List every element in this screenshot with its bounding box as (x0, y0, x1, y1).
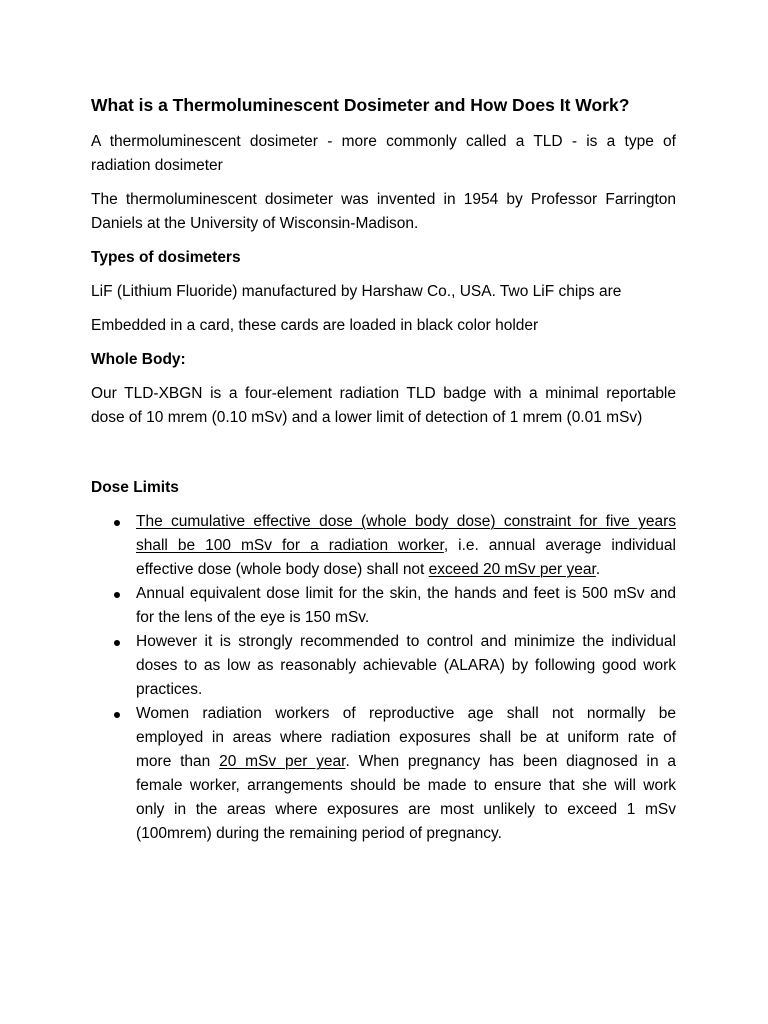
text-line: practices. (136, 681, 203, 698)
bullet-item (91, 630, 676, 702)
underlined-text: 20 mSv per year (219, 753, 346, 770)
text-line: Women radiation workers of reproductive age shall not normally be (136, 705, 676, 722)
text-segment: effective dose (whole body dose) shall not (136, 561, 429, 578)
bullet-item (91, 510, 676, 582)
bullet-text (136, 510, 676, 582)
bullet-icon (114, 520, 120, 526)
blank-line (91, 440, 676, 466)
bullet-item (91, 582, 676, 630)
dose-limits-heading: Dose Limits (91, 479, 179, 496)
bullet-text (136, 582, 676, 630)
text-line: only in the areas where exposures are most unlikely to exceed 1 mSv (136, 801, 676, 818)
text-line (136, 750, 676, 774)
text-line: (100mrem) during the remaining period of pregnancy. (136, 825, 502, 842)
bullet-text (136, 630, 676, 702)
text-line: doses to as low as reasonably achievable (ALARA) by following good work (136, 657, 676, 674)
bullet-icon (114, 712, 120, 718)
text-line: Our TLD-XBGN is a four-element radiation TLD badge with a minimal reportable (91, 385, 676, 402)
text-line (136, 534, 676, 558)
bullet-icon (114, 592, 120, 598)
text-line: The thermoluminescent dosimeter was invented in 1954 by Professor Farrington (91, 191, 676, 208)
text-line (136, 558, 676, 582)
text-segment: . (595, 561, 601, 578)
types-paragraph (91, 314, 676, 338)
text-line: LiF (Lithium Fluoride) manufactured by Harshaw Co., USA. Two LiF chips are (91, 283, 622, 300)
dose-limits-list (91, 510, 676, 846)
bullet-text (136, 702, 676, 846)
whole-body-paragraph (91, 382, 676, 430)
text-segment: more than (136, 753, 220, 770)
text-line: employed in areas where radiation exposures shall be at uniform rate of (136, 729, 676, 746)
bullet-icon (114, 640, 120, 646)
text-line: Annual equivalent dose limit for the skin, the hands and feet is 500 mSv and (136, 585, 676, 602)
types-heading: Types of dosimeters (91, 249, 241, 266)
text-line: for the lens of the eye is 150 mSv. (136, 609, 370, 626)
text-segment: , i.e. annual average individual (443, 537, 676, 554)
text-line: Embedded in a card, these cards are loaded in black color holder (91, 317, 539, 334)
history-paragraph (91, 188, 676, 236)
intro-paragraph (91, 130, 676, 178)
bullet-item (91, 702, 676, 846)
text-line: A thermoluminescent dosimeter - more commonly called a TLD - is a type of (91, 133, 676, 150)
text-line: radiation dosimeter (91, 157, 223, 174)
text-line: However it is strongly recommended to control and minimize the individual (136, 633, 676, 650)
whole-body-heading: Whole Body: (91, 351, 186, 368)
text-line: Daniels at the University of Wisconsin-Madison. (91, 215, 419, 232)
types-paragraph (91, 280, 676, 304)
document-title: What is a Thermoluminescent Dosimeter and How Does It Work? (91, 95, 630, 115)
underlined-text: The cumulative effective dose (whole body dose) constraint for five years (136, 513, 676, 530)
text-segment: . When pregnancy has been diagnosed in a (345, 753, 676, 770)
underlined-text: exceed 20 mSv per year (428, 561, 596, 578)
text-line: dose of 10 mrem (0.10 mSv) and a lower limit of detection of 1 mrem (0.01 mSv) (91, 409, 643, 426)
text-line: female worker, arrangements should be made to ensure that she will work (136, 777, 676, 794)
document-body (91, 93, 676, 846)
underlined-text: shall be 100 mSv for a radiation worker (136, 537, 444, 554)
text-line (136, 510, 676, 534)
